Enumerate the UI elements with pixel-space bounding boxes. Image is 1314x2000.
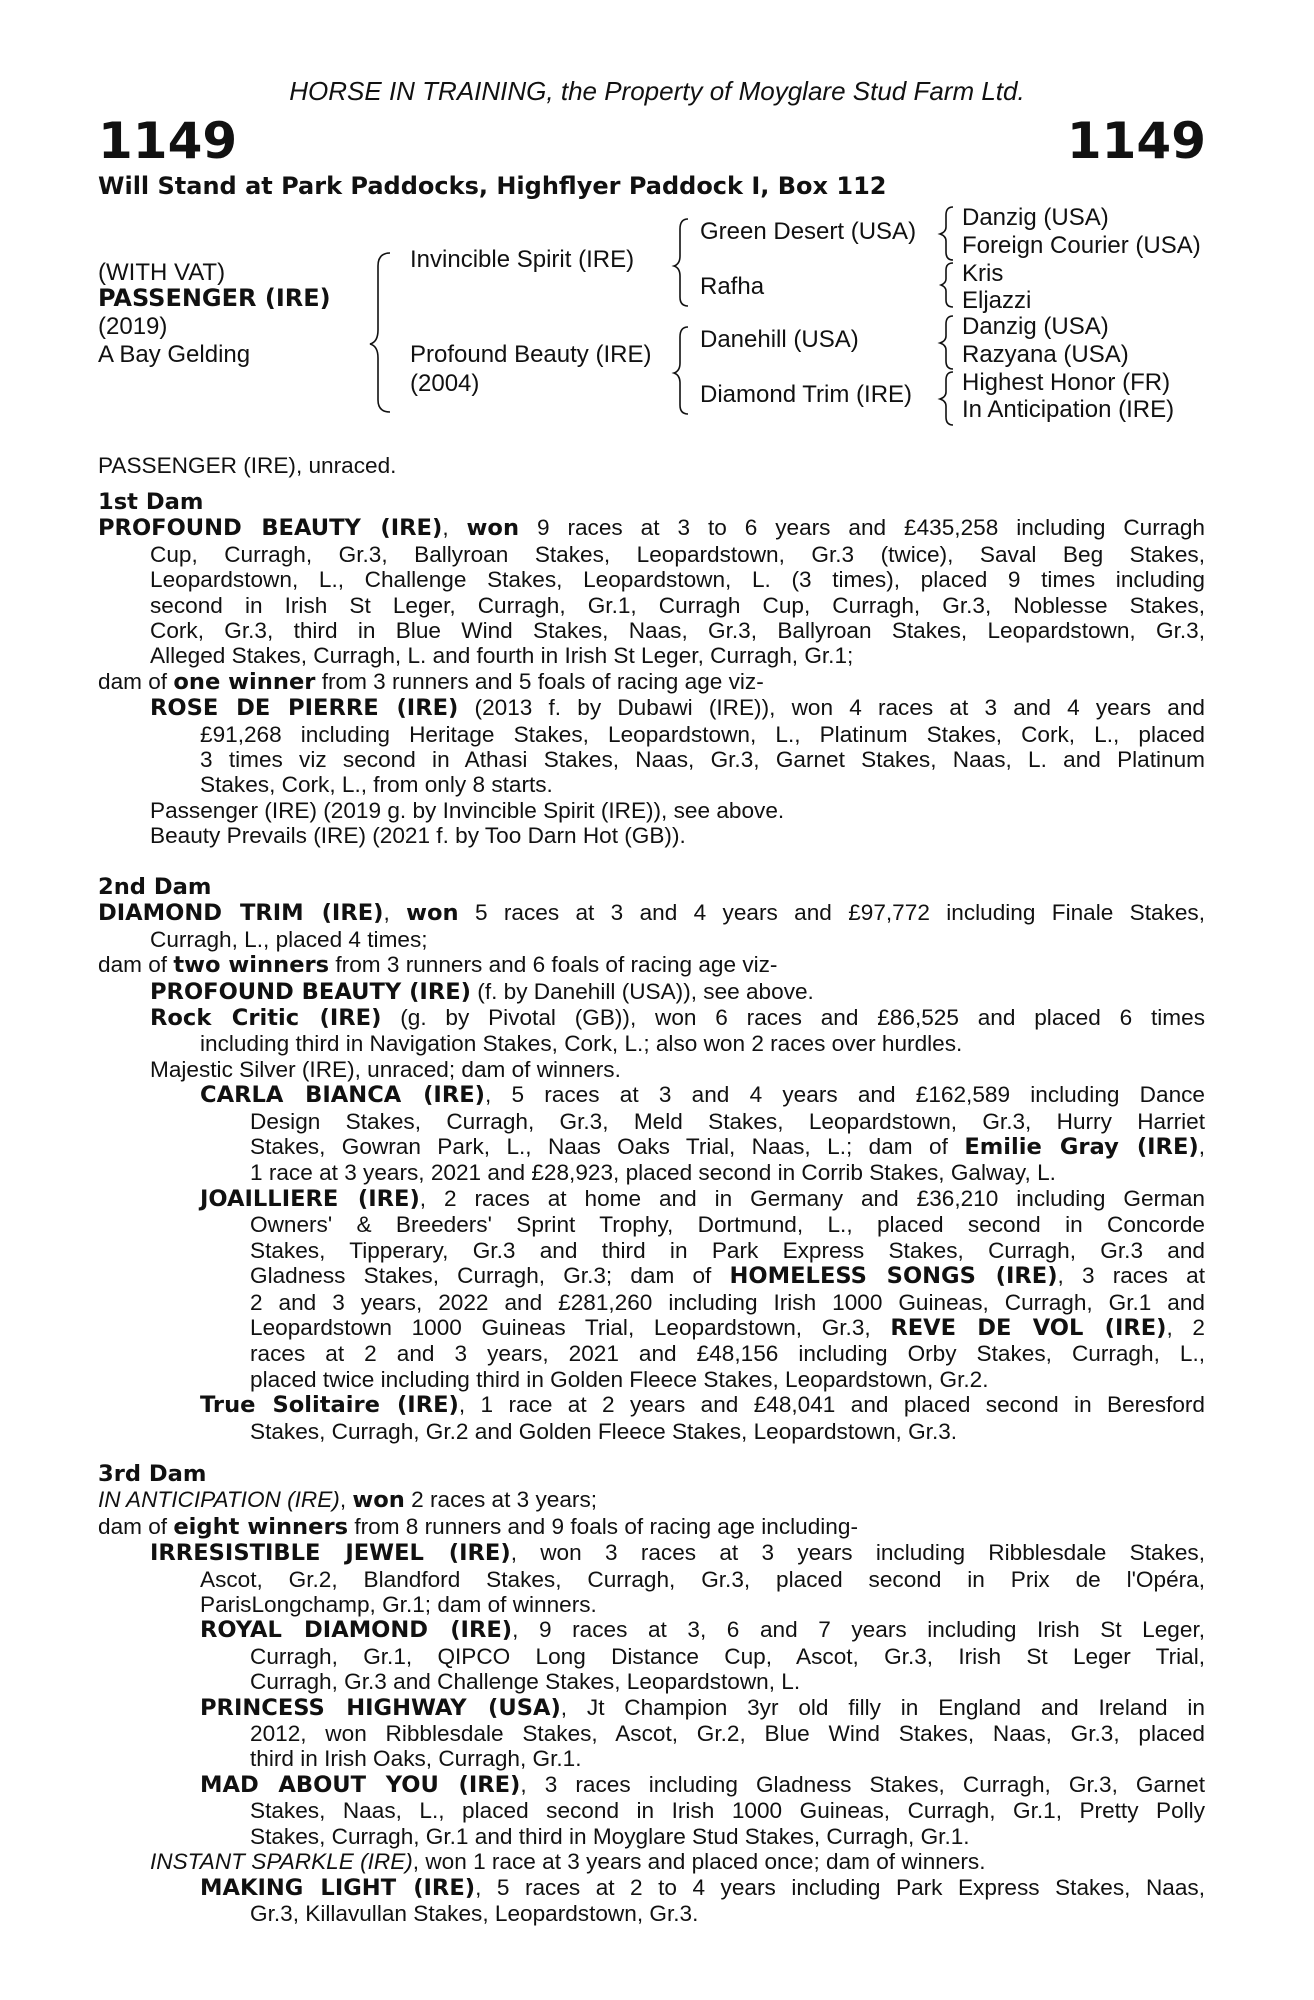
second-dam-section [98,875,1205,1444]
pedigree-dam: Profound Beauty (IRE) [410,341,652,368]
third-dam-line: IRRESISTIBLE JEWEL (IRE), won 3 races at 3 years including Ribblesdale Stakes, [150,1540,1206,1567]
second-dam-line: True Solitaire (IRE), 1 race at 2 years and £48,041 and placed second in Beresford [200,1392,1205,1419]
pedigree-g3-5: Danzig (USA) [962,313,1109,340]
second-dam-line: including third in Navigation Stakes, Cork, L.; also won 2 races over hurdles. [200,1031,963,1057]
bracket-g2 [941,263,953,307]
vat-note: (WITH VAT) [98,259,226,286]
lot-number-right: 1149 [1066,112,1206,170]
second-dam-line: 1 race at 3 years, 2021 and £28,923, placed second in Corrib Stakes, Galway, L. [250,1160,1056,1186]
second-dam-line: Curragh, L., placed 4 times; [150,926,428,952]
second-dam-line: CARLA BIANCA (IRE), 5 races at 3 and 4 years and £162,589 including Dance [200,1082,1205,1109]
third-dam-line: Curragh, Gr.3 and Challenge Stakes, Leopardstown, L. [250,1669,801,1695]
bracket-gen1 [370,253,390,412]
third-dam-line: Stakes, Curragh, Gr.1 and third in Moyglare Stud Stakes, Curragh, Gr.1. [250,1823,970,1849]
third-dam-line: Curragh, Gr.1, QIPCO Long Distance Cup, Ascot, Gr.3, Irish St Leger Trial, [250,1643,1205,1669]
second-dam-line: races at 2 and 3 years, 2021 and £48,156 including Orby Stakes, Curragh, L., [250,1341,1205,1367]
first-dam-line: PROFOUND BEAUTY (IRE), won 9 races at 3 to 6 years and £435,258 including Curragh [98,515,1205,542]
intro-line: PASSENGER (IRE), unraced. [98,453,397,478]
third-dam-line: PRINCESS HIGHWAY (USA), Jt Champion 3yr old filly in England and Ireland in [200,1694,1205,1721]
third-dam-heading: 3rd Dam [98,1461,207,1487]
horse-year: (2019) [98,313,168,340]
second-dam-line: JOAILLIERE (IRE), 2 races at home and in Germany and £36,210 including German [200,1185,1205,1212]
second-dam-line: Leopardstown 1000 Guineas Trial, Leopardstown, Gr.3, REVE DE VOL (IRE), 2 [250,1314,1205,1341]
first-dam-line: Passenger (IRE) (2019 g. by Invincible Spirit (IRE)), see above. [150,797,785,823]
third-dam-line: ParisLongchamp, Gr.1; dam of winners. [200,1592,597,1618]
third-dam-line: Gr.3, Killavullan Stakes, Leopardstown, Gr.3. [250,1900,699,1926]
first-dam-line: dam of one winner from 3 runners and 5 foals of racing age viz- [98,668,764,695]
bracket-sire [674,219,688,306]
first-dam-line: Alleged Stakes, Curragh, L. and fourth in Irish St Leger, Curragh, Gr.1; [150,643,854,669]
third-dam-line: third in Irish Oaks, Curragh, Gr.1. [250,1746,582,1772]
second-dam-line: Majestic Silver (IRE), unraced; dam of winners. [150,1056,621,1082]
pedigree-dam-dam: Diamond Trim (IRE) [700,381,913,408]
second-dam-heading: 2nd Dam [98,874,212,900]
pedigree-g3-2: Foreign Courier (USA) [962,232,1201,259]
pedigree-sire: Invincible Spirit (IRE) [410,246,635,273]
second-dam-line: Design Stakes, Curragh, Gr.3, Meld Stakes, Leopardstown, Gr.3, Hurry Harriet [250,1108,1205,1134]
stand-info: Will Stand at Park Paddocks, Highflyer Paddock I, Box 112 [98,172,887,200]
third-dam-line: MAKING LIGHT (IRE), 5 races at 2 to 4 years including Park Express Stakes, Naas, [200,1874,1205,1901]
third-dam-line: Stakes, Naas, L., placed second in Irish 1000 Guineas, Curragh, Gr.1, Pretty Polly [250,1798,1205,1824]
third-dam-line: Ascot, Gr.2, Blandford Stakes, Curragh, Gr.3, placed second in Prix de l'Opéra, [200,1566,1205,1592]
horse-name: PASSENGER (IRE) [98,284,331,312]
first-dam-line: Leopardstown, L., Challenge Stakes, Leopardstown, L. (3 times), placed 9 times including [150,567,1205,593]
third-dam-line: INSTANT SPARKLE (IRE), won 1 race at 3 years and placed once; dam of winners. [150,1849,986,1875]
pedigree-g3-4: Eljazzi [962,287,1032,314]
first-dam-heading: 1st Dam [98,489,204,515]
second-dam-line: PROFOUND BEAUTY (IRE) (f. by Danehill (USA)), see above. [150,978,814,1005]
pedigree-dam-sire: Danehill (USA) [700,326,859,353]
bracket-g3 [940,316,953,369]
third-dam-line: dam of eight winners from 8 runners and 9 foals of racing age including- [98,1513,858,1540]
bracket-g4 [940,372,953,425]
third-dam-line: ROYAL DIAMOND (IRE), 9 races at 3, 6 and 7 years including Irish St Leger, [200,1617,1205,1644]
horse-description: A Bay Gelding [98,341,251,368]
second-dam-line: placed twice including third in Golden Fleece Stakes, Leopardstown, Gr.2. [250,1366,989,1392]
lot-number-left: 1149 [98,112,238,170]
first-dam-line: Beauty Prevails (IRE) (2021 f. by Too Darn Hot (GB)). [150,823,686,849]
second-dam-line: DIAMOND TRIM (IRE), won 5 races at 3 and 4 years and £97,772 including Finale Stakes, [98,900,1206,927]
second-dam-line: 2 and 3 years, 2022 and £281,260 including Irish 1000 Guineas, Curragh, Gr.1 and [250,1289,1205,1315]
pedigree-sire-sire: Green Desert (USA) [700,218,917,245]
pedigree-g3-7: Highest Honor (FR) [962,369,1171,396]
second-dam-line: Stakes, Gowran Park, L., Naas Oaks Trial, Naas, L.; dam of Emilie Gray (IRE), [250,1134,1205,1161]
second-dam-line: Rock Critic (IRE) (g. by Pivotal (GB)), won 6 races and £86,525 and placed 6 times [150,1005,1205,1032]
bracket-g1 [940,207,953,260]
first-dam-line: Stakes, Cork, L., from only 8 starts. [200,772,553,798]
third-dam-line: MAD ABOUT YOU (IRE), 3 races including Gladness Stakes, Curragh, Gr.3, Garnet [200,1771,1205,1798]
second-dam-line: Gladness Stakes, Curragh, Gr.3; dam of HOMELESS SONGS (IRE), 3 races at [250,1263,1205,1290]
pedigree-dam-year: (2004) [410,370,480,397]
intro-text [98,453,1205,478]
first-dam-line: £91,268 including Heritage Stakes, Leopardstown, L., Platinum Stakes, Cork, L., placed [200,721,1205,747]
first-dam-line: Cork, Gr.3, third in Blue Wind Stakes, Naas, Gr.3, Ballyroan Stakes, Leopardstown, Gr.3, [150,618,1205,644]
third-dam-line: IN ANTICIPATION (IRE), won 2 races at 3 years; [98,1487,598,1514]
pedigree-g3-6: Razyana (USA) [962,341,1129,368]
second-dam-line: Stakes, Curragh, Gr.2 and Golden Fleece Stakes, Leopardstown, Gr.3. [250,1418,958,1444]
third-dam-line: 2012, won Ribblesdale Stakes, Ascot, Gr.2, Blue Wind Stakes, Naas, Gr.3, placed [250,1721,1205,1747]
bracket-dam [674,327,688,414]
pedigree-g3-3: Kris [962,260,1004,287]
first-dam-line: second in Irish St Leger, Curragh, Gr.1, Curragh Cup, Curragh, Gr.3, Noblesse Stakes, [150,592,1205,618]
first-dam-line: ROSE DE PIERRE (IRE) (2013 f. by Dubawi (IRE)), won 4 races at 3 and 4 years and [150,695,1205,722]
pedigree-g3-8: In Anticipation (IRE) [962,396,1175,423]
first-dam-line: Cup, Curragh, Gr.3, Ballyroan Stakes, Leopardstown, Gr.3 (twice), Saval Beg Stakes, [150,541,1205,567]
pedigree-g3-1: Danzig (USA) [962,204,1109,231]
first-dam-section [98,490,1205,849]
second-dam-line: dam of two winners from 3 runners and 6 foals of racing age viz- [98,952,778,979]
second-dam-line: Owners' & Breeders' Sprint Trophy, Dortmund, L., placed second in Concorde [250,1212,1205,1238]
first-dam-line: 3 times viz second in Athasi Stakes, Naas, Gr.3, Garnet Stakes, Naas, L. and Platinum [200,747,1205,773]
pedigree-sire-dam: Rafha [700,273,765,300]
second-dam-line: Stakes, Tipperary, Gr.3 and third in Park Express Stakes, Curragh, Gr.3 and [250,1237,1205,1263]
catalogue-header: HORSE IN TRAINING, the Property of Moyglare Stud Farm Ltd. [289,76,1025,106]
third-dam-section [98,1462,1205,1926]
